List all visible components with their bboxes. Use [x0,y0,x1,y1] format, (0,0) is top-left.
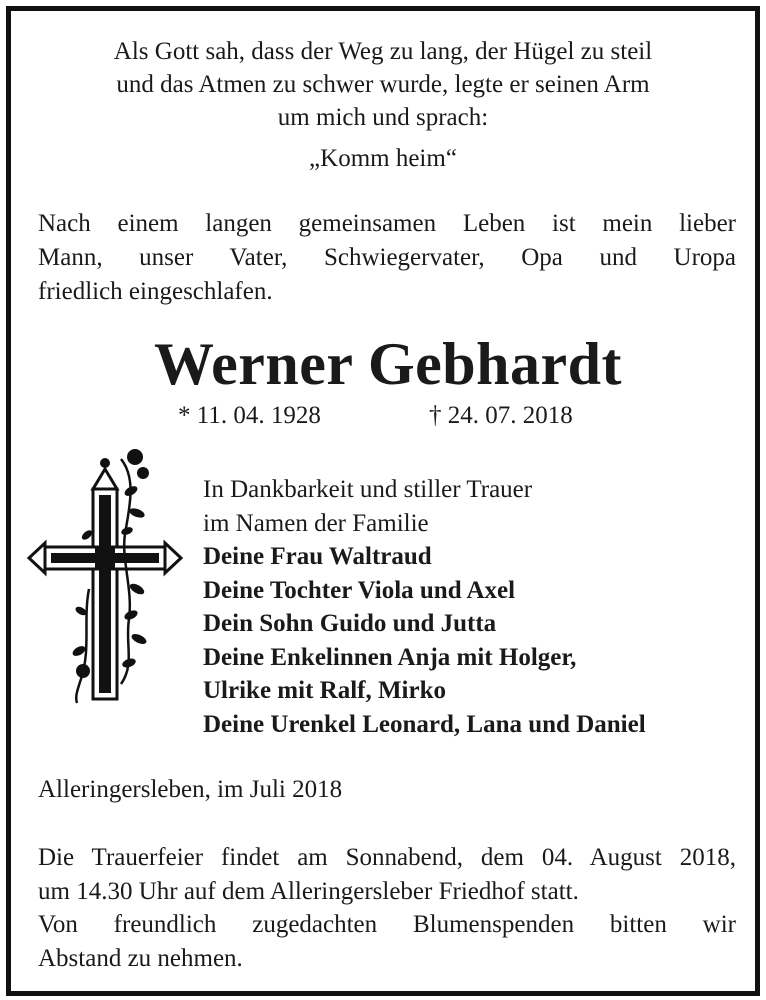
poem [31,35,735,175]
poem-line: um mich und sprach: [277,104,489,131]
family-member: Deine Urenkel Leonard, Lana und Daniel [203,710,646,738]
funeral-line: Abstand zu nehmen. [38,944,243,972]
family-line: In Dankbarkeit und stiller Trauer [203,476,533,503]
intro-line: Nach einem langen gemeinsamen Leben ist mein lieber [38,210,736,237]
birth-date: * 11. 04. 1928 [178,402,321,429]
cross-with-roses-icon [25,439,185,704]
family-member: Deine Frau Waltraud [203,543,432,570]
family-member: Dein Sohn Guido und Jutta [203,610,497,637]
poem-line: Als Gott sah, dass der Weg zu lang, der Hügel zu steil [113,38,653,65]
death-date: † 24. 07. 2018 [429,402,573,429]
poem-line: und das Atmen zu schwer wurde, legte er seinen Arm [116,71,650,98]
intro-line: Mann, unser Vater, Schwiegervater, Opa und Uropa [38,244,736,271]
deceased-name: Werner Gebhardt [153,331,623,397]
family-line: im Namen der Familie [203,509,429,537]
place-date: Alleringersleben, im Juli 2018 [38,776,343,803]
poem-quote: „Komm heim“ [309,145,457,172]
family-member: Ulrike mit Ralf, Mirko [203,677,447,704]
family-member: Deine Tochter Viola und Axel [203,576,516,604]
funeral-line: Die Trauerfeier findet am Sonnabend, dem 04. August 2018, [38,844,736,871]
intro-text [38,207,736,309]
family-member: Deine Enkelinnen Anja mit Holger, [203,643,577,671]
intro-line: friedlich eingeschlafen. [38,278,273,305]
funeral-line: um 14.30 Uhr auf dem Alleringersleber Friedhof statt. [38,877,579,905]
funeral-info [38,841,736,975]
funeral-line: Von freundlich zugedachten Blumenspenden bitten wir [38,911,736,938]
family-signature [203,473,743,741]
obituary-notice [6,6,760,996]
